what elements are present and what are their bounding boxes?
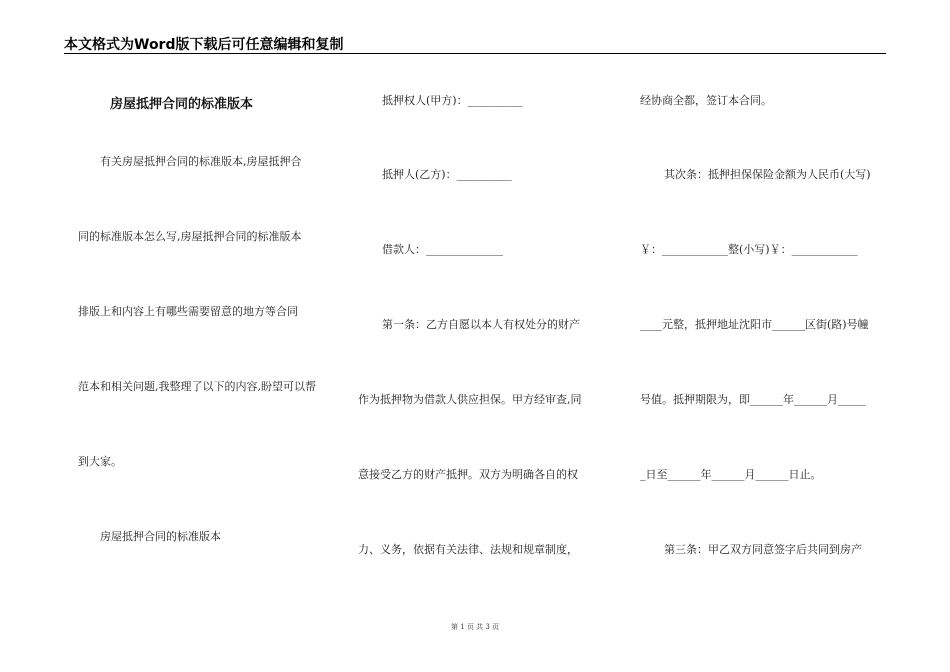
- body-line: 排版上和内容上有哪些需要留意的地方等合同: [78, 305, 298, 318]
- document-title: 房屋抵押合同的标准版本: [110, 97, 254, 112]
- document-header: 本文格式为Word版下载后可任意编辑和复制: [64, 37, 344, 53]
- mortgagor-field: 抵押人(乙方)：__________: [382, 168, 512, 181]
- borrower-field: 借款人：______________: [382, 243, 503, 256]
- body-line: 到大家。: [78, 455, 122, 468]
- address-field: ____元整，抵押地址沈阳市______区街(路)号幢: [640, 318, 869, 331]
- body-line: 有关房屋抵押合同的标准版本,房屋抵押合: [100, 155, 302, 168]
- body-line: 经协商全都，签订本合同。: [640, 94, 772, 107]
- page-number: 第 1 页 共 3 页: [450, 623, 500, 631]
- mortgagee-field: 抵押权人(甲方)：__________: [382, 94, 523, 107]
- body-line: 力、义务，依据有关法律、法规和规章制度，: [358, 543, 578, 556]
- body-line: 同的标准版本怎么写,房屋抵押合同的标准版本: [78, 230, 302, 243]
- body-line: 作为抵押物为借款人供应担保。甲方经审查,同: [358, 393, 582, 406]
- body-line: 第一条：乙方自愿以本人有权处分的财产: [382, 318, 580, 331]
- term-field: _日至______年______月______日止。: [640, 468, 822, 481]
- body-line: 其次条：抵押担保保险金额为人民币(大写): [664, 168, 871, 181]
- body-line: 第三条：甲乙双方同意签字后共同到房产: [664, 543, 862, 556]
- body-line: 意接受乙方的财产抵押。双方为明确各自的权: [358, 468, 578, 481]
- term-field: 号值。抵押期限为，即______年______月_____: [640, 393, 866, 406]
- section-heading: 房屋抵押合同的标准版本: [100, 530, 221, 543]
- body-line: 范本和相关问题,我整理了以下的内容,盼望可以帮: [78, 380, 316, 393]
- amount-field: ￥：____________整(小写)￥：____________: [640, 243, 858, 256]
- header-divider: [64, 53, 886, 54]
